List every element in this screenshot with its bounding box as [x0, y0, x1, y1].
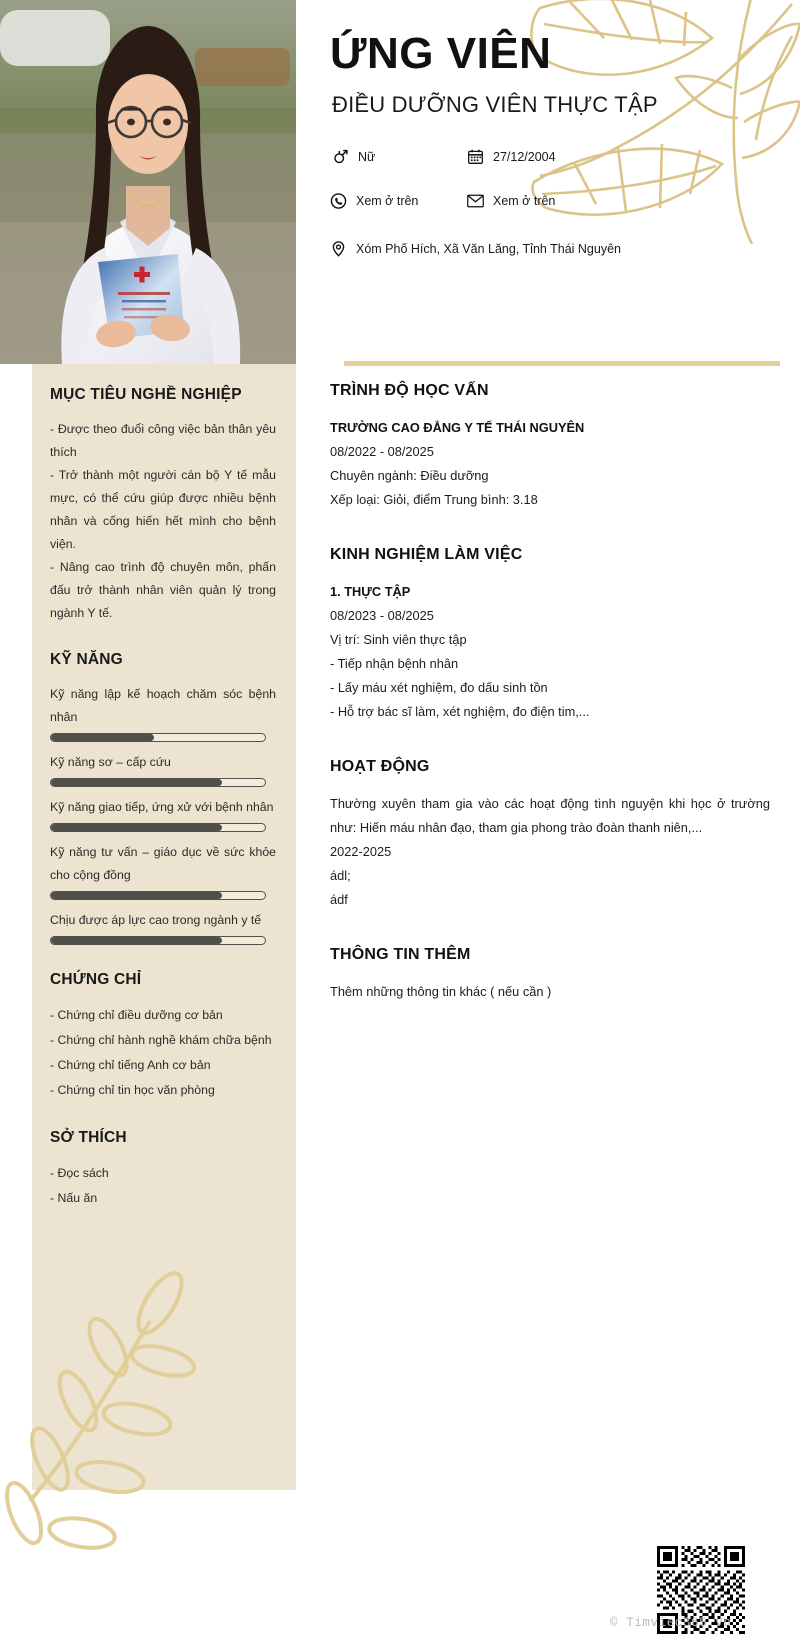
candidate-name: ỨNG VIÊN — [330, 29, 552, 78]
main-content — [330, 382, 770, 1004]
education-period: 08/2022 - 08/2025 — [330, 444, 434, 459]
phone-row[interactable] — [330, 192, 418, 209]
certificate-item: - Chứng chỉ hành nghề khám chữa bệnh — [50, 1033, 272, 1047]
hobbies-heading: SỞ THÍCH — [50, 1129, 127, 1146]
experience-heading: KINH NGHIỆM LÀM VIỆC — [330, 546, 523, 563]
birthday-value: 27/12/2004 — [493, 149, 556, 164]
activities-line: ádl; — [330, 868, 351, 883]
address-row — [330, 240, 621, 257]
email-value: Xem ở trên — [493, 193, 556, 208]
skill-progress-fill — [51, 779, 222, 786]
skill-progress-bar — [50, 823, 266, 832]
certificates-heading: CHỨNG CHỈ — [50, 971, 142, 988]
skill-item — [50, 796, 276, 832]
skill-progress-fill — [51, 892, 222, 899]
activities-description: Thường xuyên tham gia vào các hoạt động tình nguyện khi học ở trường như: Hiến máu nhân đạo, tham gia phong trào đoàn thanh niên,... — [330, 796, 770, 835]
additional-text: Thêm những thông tin khác ( nếu cần ) — [330, 984, 552, 999]
skill-progress-bar — [50, 733, 266, 742]
location-pin-icon — [330, 240, 347, 257]
experience-title: 1. THỰC TẬP — [330, 584, 411, 599]
skills-heading: KỸ NĂNG — [50, 651, 123, 668]
hobby-item: - Đọc sách — [50, 1166, 109, 1180]
phone-value: Xem ở trên — [356, 193, 419, 208]
education-school: TRƯỜNG CAO ĐẲNG Y TẾ THÁI NGUYÊN — [330, 420, 585, 435]
calendar-icon — [467, 148, 484, 165]
certificate-item: - Chứng chỉ tin học văn phòng — [50, 1083, 215, 1097]
cv-header — [330, 0, 800, 364]
gender-value: Nữ — [358, 149, 376, 164]
skill-item — [50, 909, 276, 945]
address-value: Xóm Phố Hích, Xã Văn Lăng, Tỉnh Thái Nguyên — [356, 241, 621, 256]
skill-progress-fill — [51, 734, 154, 741]
skill-label: Kỹ năng giao tiếp, ứng xử với bệnh nhân — [50, 800, 274, 814]
additional-heading: THÔNG TIN THÊM — [330, 946, 471, 963]
skill-label: Chịu được áp lực cao trong ngành y tế — [50, 913, 262, 927]
experience-duty: - Tiếp nhận bệnh nhân — [330, 656, 459, 671]
activities-heading: HOẠT ĐỘNG — [330, 758, 430, 775]
email-icon — [467, 192, 484, 209]
objective-item: - Trở thành một người cán bộ Y tế mẫu mực, có thể cứu giúp được nhiều bệnh nhân và cống hiến hết mình cho bệnh viện. — [50, 468, 276, 551]
skill-item — [50, 841, 276, 900]
skill-label: Kỹ năng lập kế hoạch chăm sóc bệnh nhân — [50, 687, 276, 724]
skill-progress-bar — [50, 778, 266, 787]
gender-row — [332, 148, 375, 165]
experience-period: 08/2023 - 08/2025 — [330, 608, 434, 623]
education-grade: Xếp loại: Giỏi, điểm Trung bình: 3.18 — [330, 492, 538, 507]
experience-duty: - Hỗ trợ bác sĩ làm, xét nghiệm, đo điện tim,... — [330, 704, 590, 719]
candidate-photo — [0, 0, 296, 364]
skill-label: Kỹ năng tư vấn – giáo dục về sức khỏe cho cộng đồng — [50, 845, 276, 882]
objective-heading: MỤC TIÊU NGHỀ NGHIỆP — [50, 386, 242, 403]
skill-progress-bar — [50, 936, 266, 945]
watermark: © Timviec365.vn — [610, 1616, 732, 1630]
phone-icon — [330, 192, 347, 209]
certificate-item: - Chứng chỉ điều dưỡng cơ bản — [50, 1008, 223, 1022]
gender-icon — [332, 148, 349, 165]
skill-label: Kỹ năng sơ – cấp cứu — [50, 755, 171, 769]
skill-item — [50, 751, 276, 787]
candidate-role: ĐIỀU DƯỠNG VIÊN THỰC TẬP — [332, 92, 658, 117]
birthday-row — [467, 148, 556, 165]
sidebar-content — [32, 364, 296, 1211]
experience-duty: - Lấy máu xét nghiệm, đo dấu sinh tồn — [330, 680, 548, 695]
education-major: Chuyên ngành: Điều dưỡng — [330, 468, 489, 483]
objective-item: - Được theo đuổi công việc bản thân yêu thích — [50, 422, 276, 459]
gold-divider — [344, 361, 780, 366]
activities-line: ádf — [330, 892, 348, 907]
skill-progress-bar — [50, 891, 266, 900]
skill-progress-fill — [51, 937, 222, 944]
education-heading: TRÌNH ĐỘ HỌC VẤN — [330, 382, 489, 399]
objective-item: - Nâng cao trình độ chuyên môn, phấn đấu trở thành nhân viên quản lý trong ngành Y tế. — [50, 560, 276, 620]
skill-progress-fill — [51, 824, 222, 831]
email-row[interactable] — [467, 192, 555, 209]
hobby-item: - Nấu ăn — [50, 1191, 98, 1205]
experience-position: Vị trí: Sinh viên thực tập — [330, 632, 467, 647]
skill-item — [50, 683, 276, 742]
activities-line: 2022-2025 — [330, 844, 392, 859]
certificate-item: - Chứng chỉ tiếng Anh cơ bản — [50, 1058, 211, 1072]
